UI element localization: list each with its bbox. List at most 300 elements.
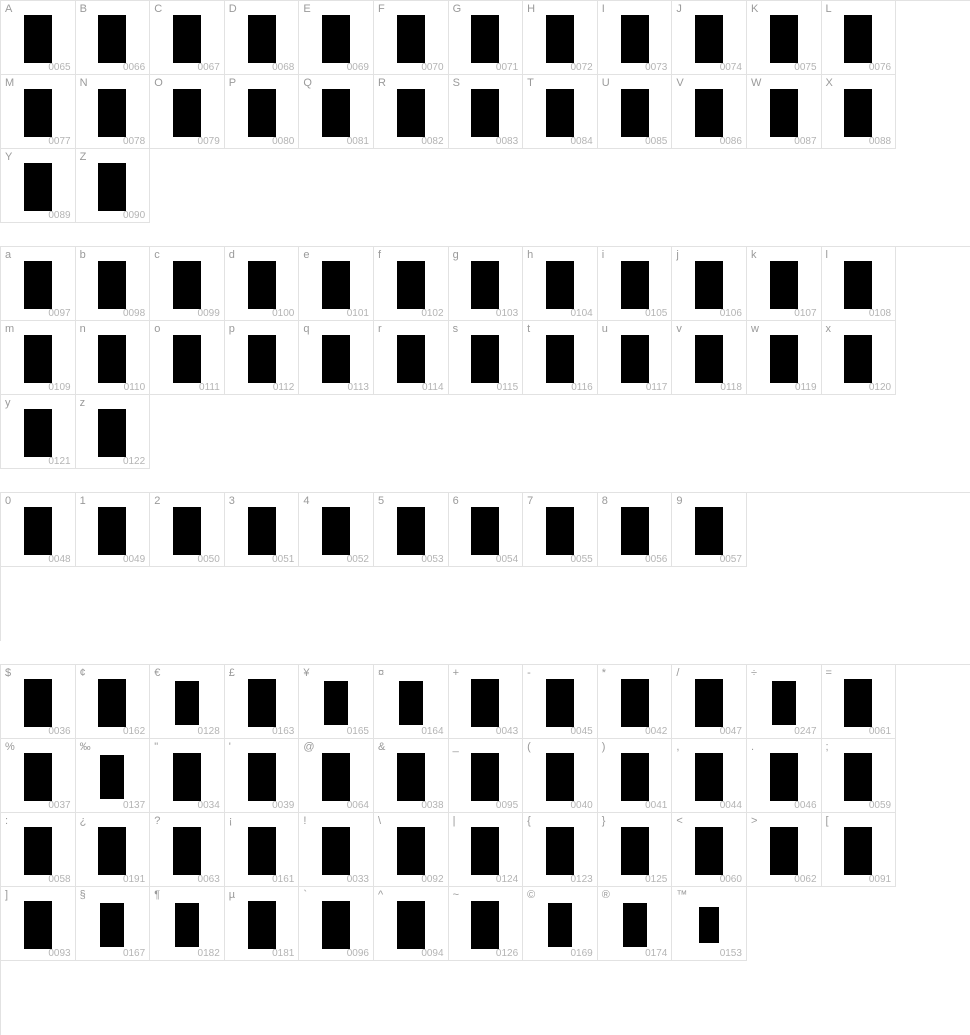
glyph-cell[interactable] bbox=[598, 493, 673, 567]
glyph-char-label: 9 bbox=[676, 495, 683, 507]
glyph-char-label: µ bbox=[228, 889, 236, 901]
glyph-char-label: ™ bbox=[676, 889, 688, 901]
glyph-image bbox=[1, 15, 75, 62]
glyph-cell[interactable] bbox=[299, 247, 374, 321]
glyph-code-label: 0071 bbox=[495, 62, 519, 73]
glyph-image bbox=[76, 261, 150, 308]
glyph-char-label: 7 bbox=[527, 495, 534, 507]
glyph-code-label: 0039 bbox=[272, 800, 295, 811]
glyph-cell[interactable] bbox=[374, 493, 449, 567]
glyph-code-label: 0062 bbox=[794, 874, 817, 885]
glyph-code-label: 0084 bbox=[570, 136, 593, 147]
glyph-cell[interactable] bbox=[672, 1, 747, 75]
glyph-code-label: 0072 bbox=[570, 62, 593, 73]
glyph-image bbox=[299, 901, 373, 948]
glyph-cell[interactable] bbox=[747, 665, 822, 739]
glyph-cell[interactable] bbox=[150, 813, 225, 887]
glyph-image bbox=[374, 507, 448, 554]
glyph-image bbox=[598, 89, 672, 136]
glyph-char-label: d bbox=[228, 249, 235, 261]
glyph-code-label: 0042 bbox=[645, 726, 668, 737]
glyph-char-label: ] bbox=[5, 889, 9, 901]
glyph-char-label: O bbox=[154, 77, 163, 89]
glyph-cell[interactable] bbox=[299, 1, 374, 75]
glyph-code-label: 0114 bbox=[422, 382, 444, 393]
glyph-char-label: M bbox=[5, 77, 15, 89]
glyph-image bbox=[449, 335, 523, 382]
glyph-cell[interactable] bbox=[76, 813, 151, 887]
glyph-image bbox=[1, 261, 75, 308]
glyph-image bbox=[374, 335, 448, 382]
glyph-char-label: > bbox=[750, 815, 758, 827]
glyph-code-label: 0103 bbox=[495, 308, 519, 319]
glyph-cell[interactable] bbox=[598, 887, 673, 961]
glyph-char-label: } bbox=[601, 815, 606, 827]
glyph-block-symbols bbox=[0, 664, 970, 1035]
glyph-cell[interactable] bbox=[523, 665, 598, 739]
glyph-code-label: 0120 bbox=[868, 382, 892, 393]
glyph-code-label: 0086 bbox=[719, 136, 742, 147]
glyph-char-label: ¢ bbox=[79, 667, 86, 679]
glyph-cell[interactable] bbox=[449, 813, 524, 887]
glyph-cell[interactable] bbox=[822, 321, 897, 395]
glyph-cell[interactable] bbox=[822, 739, 897, 813]
glyph-cell[interactable] bbox=[449, 247, 524, 321]
block-separator bbox=[0, 223, 970, 246]
glyph-char-label: 4 bbox=[303, 495, 310, 507]
glyph-code-label: 0058 bbox=[48, 874, 71, 885]
glyph-image bbox=[225, 507, 299, 554]
glyph-char-label: ¶ bbox=[154, 889, 161, 901]
glyph-cell[interactable] bbox=[672, 813, 747, 887]
glyph-image bbox=[822, 89, 896, 136]
glyph-image bbox=[598, 15, 672, 62]
glyph-cell[interactable] bbox=[822, 1, 897, 75]
glyph-image bbox=[76, 901, 150, 948]
glyph-cell[interactable] bbox=[672, 739, 747, 813]
glyph-image bbox=[672, 753, 746, 800]
glyph-cell[interactable] bbox=[822, 813, 897, 887]
glyph-cell[interactable] bbox=[523, 813, 598, 887]
glyph-code-label: 0052 bbox=[346, 554, 369, 565]
glyph-image bbox=[150, 15, 224, 62]
glyph-cell[interactable] bbox=[747, 247, 822, 321]
glyph-image bbox=[822, 827, 896, 874]
glyph-cell[interactable] bbox=[523, 321, 598, 395]
glyph-code-label: 0099 bbox=[197, 308, 220, 319]
glyph-char-label: ! bbox=[303, 815, 307, 827]
glyph-code-label: 0106 bbox=[719, 308, 742, 319]
glyph-image bbox=[76, 753, 150, 800]
glyph-cell[interactable] bbox=[822, 665, 897, 739]
glyph-cell[interactable] bbox=[523, 493, 598, 567]
glyph-image bbox=[76, 163, 150, 210]
glyph-char-label: 8 bbox=[601, 495, 608, 507]
glyph-code-label: 0050 bbox=[197, 554, 220, 565]
glyph-code-label: 0055 bbox=[570, 554, 593, 565]
glyph-image bbox=[672, 679, 746, 726]
glyph-cell[interactable] bbox=[299, 665, 374, 739]
glyph-cell[interactable] bbox=[672, 665, 747, 739]
glyph-cell[interactable] bbox=[598, 739, 673, 813]
glyph-cell[interactable] bbox=[598, 247, 673, 321]
glyph-cell[interactable] bbox=[374, 1, 449, 75]
empty-cell bbox=[747, 493, 822, 567]
glyph-cell[interactable] bbox=[1, 665, 76, 739]
glyph-code-label: 0161 bbox=[272, 874, 295, 885]
glyph-code-label: 0092 bbox=[421, 874, 444, 885]
glyph-image bbox=[1, 335, 75, 382]
glyph-cell[interactable] bbox=[747, 1, 822, 75]
glyph-image bbox=[822, 15, 896, 62]
glyph-cell[interactable] bbox=[449, 1, 524, 75]
glyph-cell[interactable] bbox=[449, 493, 524, 567]
glyph-image bbox=[76, 89, 150, 136]
glyph-image bbox=[1, 679, 75, 726]
glyph-cell[interactable] bbox=[672, 75, 747, 149]
glyph-cell[interactable] bbox=[299, 813, 374, 887]
glyph-image bbox=[822, 753, 896, 800]
glyph-char-label: o bbox=[154, 323, 161, 335]
glyph-image bbox=[449, 901, 523, 948]
glyph-cell[interactable] bbox=[747, 813, 822, 887]
glyph-cell[interactable] bbox=[76, 75, 151, 149]
glyph-image bbox=[449, 507, 523, 554]
glyph-code-label: 0091 bbox=[868, 874, 892, 885]
glyph-code-label: 0077 bbox=[48, 136, 71, 147]
glyph-cell[interactable] bbox=[150, 321, 225, 395]
glyph-cell[interactable] bbox=[747, 321, 822, 395]
glyph-cell[interactable] bbox=[225, 493, 300, 567]
glyph-cell[interactable] bbox=[76, 665, 151, 739]
glyph-cell[interactable] bbox=[225, 887, 300, 961]
glyph-code-label: 0153 bbox=[719, 948, 742, 959]
glyph-char-label: ¡ bbox=[228, 815, 233, 827]
glyph-char-label: n bbox=[79, 323, 86, 335]
glyph-code-label: 0037 bbox=[48, 800, 71, 811]
glyph-image bbox=[76, 507, 150, 554]
glyph-code-label: 0085 bbox=[645, 136, 668, 147]
glyph-char-label: T bbox=[527, 77, 534, 89]
glyph-image bbox=[747, 89, 821, 136]
glyph-cell[interactable] bbox=[76, 149, 151, 223]
glyph-cell[interactable] bbox=[747, 75, 822, 149]
glyph-image bbox=[747, 753, 821, 800]
glyph-cell[interactable] bbox=[598, 75, 673, 149]
glyph-code-label: 0081 bbox=[346, 136, 369, 147]
glyph-image bbox=[449, 753, 523, 800]
glyph-cell[interactable] bbox=[299, 75, 374, 149]
block-separator bbox=[0, 469, 970, 492]
glyph-cell[interactable] bbox=[76, 739, 151, 813]
glyph-char-label: © bbox=[527, 889, 536, 901]
glyph-char-label: ‰ bbox=[79, 741, 91, 753]
glyph-cell[interactable] bbox=[672, 247, 747, 321]
glyph-image bbox=[299, 15, 373, 62]
glyph-image bbox=[299, 507, 373, 554]
glyph-cell[interactable] bbox=[598, 665, 673, 739]
glyph-image bbox=[299, 335, 373, 382]
glyph-char-label: a bbox=[5, 249, 12, 261]
glyph-code-label: 0041 bbox=[645, 800, 668, 811]
glyph-cell[interactable] bbox=[672, 321, 747, 395]
glyph-cell[interactable] bbox=[299, 493, 374, 567]
glyph-cell[interactable] bbox=[449, 665, 524, 739]
glyph-code-label: 0126 bbox=[495, 948, 519, 959]
glyph-char-label: R bbox=[377, 77, 386, 89]
glyph-code-label: 0051 bbox=[272, 554, 295, 565]
glyph-char-label: Z bbox=[79, 151, 87, 163]
glyph-char-label: + bbox=[452, 667, 459, 679]
glyph-cell[interactable] bbox=[299, 321, 374, 395]
glyph-cell[interactable] bbox=[225, 813, 300, 887]
glyph-cell[interactable] bbox=[1, 1, 76, 75]
glyph-cell[interactable] bbox=[225, 665, 300, 739]
glyph-image bbox=[523, 89, 597, 136]
glyph-image bbox=[822, 335, 896, 382]
glyph-image bbox=[523, 335, 597, 382]
glyph-cell[interactable] bbox=[523, 739, 598, 813]
glyph-cell[interactable] bbox=[1, 493, 76, 567]
glyph-char-label: ¥ bbox=[303, 667, 310, 679]
glyph-cell[interactable] bbox=[1, 739, 76, 813]
glyph-char-label: ` bbox=[303, 889, 308, 901]
glyph-image bbox=[449, 89, 523, 136]
glyph-code-label: 0102 bbox=[421, 308, 444, 319]
glyph-code-label: 0082 bbox=[421, 136, 444, 147]
glyph-char-label: ^ bbox=[377, 889, 384, 901]
glyph-code-label: 0033 bbox=[346, 874, 369, 885]
glyph-char-label: D bbox=[228, 3, 237, 15]
glyph-code-label: 0034 bbox=[197, 800, 220, 811]
glyph-code-label: 0101 bbox=[346, 308, 369, 319]
glyph-cell[interactable] bbox=[449, 887, 524, 961]
glyph-char-label: 2 bbox=[154, 495, 161, 507]
glyph-cell[interactable] bbox=[76, 395, 151, 469]
glyph-code-label: 0073 bbox=[645, 62, 668, 73]
empty-cell bbox=[747, 887, 822, 961]
glyph-cell[interactable] bbox=[225, 321, 300, 395]
glyph-char-label: . bbox=[750, 741, 754, 753]
glyph-cell[interactable] bbox=[1, 149, 76, 223]
glyph-cell[interactable] bbox=[672, 493, 747, 567]
glyph-image bbox=[225, 15, 299, 62]
glyph-code-label: 0093 bbox=[48, 948, 71, 959]
glyph-cell[interactable] bbox=[1, 395, 76, 469]
glyph-code-label: 0044 bbox=[719, 800, 742, 811]
glyph-cell[interactable] bbox=[150, 1, 225, 75]
glyph-cell[interactable] bbox=[1, 75, 76, 149]
glyph-char-label: K bbox=[750, 3, 759, 15]
glyph-cell[interactable] bbox=[449, 75, 524, 149]
glyph-cell[interactable] bbox=[374, 321, 449, 395]
glyph-cell[interactable] bbox=[449, 321, 524, 395]
glyph-char-label: S bbox=[452, 77, 460, 89]
glyph-cell[interactable] bbox=[225, 75, 300, 149]
glyph-char-label: ~ bbox=[452, 889, 459, 901]
glyph-cell[interactable] bbox=[299, 739, 374, 813]
glyph-image bbox=[747, 261, 821, 308]
glyph-char-label: m bbox=[5, 323, 15, 335]
glyph-cell[interactable] bbox=[299, 887, 374, 961]
glyph-image bbox=[76, 679, 150, 726]
glyph-cell[interactable] bbox=[523, 247, 598, 321]
glyph-code-label: 0116 bbox=[571, 382, 593, 393]
glyph-image bbox=[598, 679, 672, 726]
glyph-char-label: q bbox=[303, 323, 310, 335]
glyph-image bbox=[672, 507, 746, 554]
glyph-code-label: 0065 bbox=[48, 62, 71, 73]
glyph-cell[interactable] bbox=[150, 739, 225, 813]
glyph-char-label: [ bbox=[825, 815, 829, 827]
glyph-image bbox=[150, 335, 224, 382]
glyph-image bbox=[1, 163, 75, 210]
glyph-image bbox=[374, 89, 448, 136]
glyph-image bbox=[374, 15, 448, 62]
glyph-char-label: g bbox=[452, 249, 459, 261]
glyph-cell[interactable] bbox=[225, 247, 300, 321]
glyph-char-label: : bbox=[5, 815, 9, 827]
glyph-char-label: $ bbox=[5, 667, 12, 679]
glyph-image bbox=[76, 827, 150, 874]
glyph-char-label: { bbox=[527, 815, 531, 827]
glyph-cell[interactable] bbox=[374, 75, 449, 149]
glyph-image bbox=[1, 409, 75, 456]
glyph-char-label: ; bbox=[825, 741, 829, 753]
glyph-cell[interactable] bbox=[523, 75, 598, 149]
glyph-image bbox=[374, 679, 448, 726]
glyph-code-label: 0057 bbox=[719, 554, 742, 565]
glyph-cell[interactable] bbox=[374, 665, 449, 739]
glyph-block-uppercase bbox=[0, 0, 970, 223]
glyph-code-label: 0048 bbox=[48, 554, 71, 565]
glyph-code-label: 0069 bbox=[346, 62, 369, 73]
glyph-image bbox=[374, 261, 448, 308]
glyph-image bbox=[76, 409, 150, 456]
glyph-char-label: ÷ bbox=[750, 667, 757, 679]
glyph-char-label: e bbox=[303, 249, 310, 261]
glyph-code-label: 0247 bbox=[794, 726, 817, 737]
glyph-char-label: = bbox=[825, 667, 832, 679]
glyph-char-label: ? bbox=[154, 815, 161, 827]
glyph-cell[interactable] bbox=[76, 247, 151, 321]
glyph-char-label: x bbox=[825, 323, 832, 335]
glyph-image bbox=[449, 15, 523, 62]
glyph-image bbox=[672, 335, 746, 382]
glyph-cell[interactable] bbox=[150, 75, 225, 149]
glyph-char-label: _ bbox=[452, 741, 459, 753]
glyph-cell[interactable] bbox=[76, 321, 151, 395]
glyph-cell[interactable] bbox=[598, 321, 673, 395]
glyph-cell[interactable] bbox=[76, 493, 151, 567]
glyph-code-label: 0056 bbox=[645, 554, 668, 565]
glyph-image bbox=[747, 15, 821, 62]
glyph-image bbox=[150, 261, 224, 308]
glyph-cell[interactable] bbox=[449, 739, 524, 813]
glyph-image bbox=[523, 507, 597, 554]
glyph-image bbox=[598, 753, 672, 800]
glyph-cell[interactable] bbox=[225, 1, 300, 75]
glyph-cell[interactable] bbox=[1, 247, 76, 321]
glyph-cell[interactable] bbox=[374, 739, 449, 813]
glyph-image bbox=[150, 827, 224, 874]
glyph-code-label: 0104 bbox=[570, 308, 593, 319]
glyph-cell[interactable] bbox=[374, 813, 449, 887]
glyph-code-label: 0064 bbox=[346, 800, 369, 811]
glyph-cell[interactable] bbox=[225, 739, 300, 813]
glyph-cell[interactable] bbox=[76, 1, 151, 75]
glyph-char-label: - bbox=[527, 667, 531, 679]
glyph-char-label: 0 bbox=[5, 495, 12, 507]
glyph-char-label: 1 bbox=[79, 495, 86, 507]
glyph-char-label: Q bbox=[303, 77, 312, 89]
glyph-cell[interactable] bbox=[598, 1, 673, 75]
glyph-image bbox=[523, 15, 597, 62]
glyph-cell[interactable] bbox=[374, 247, 449, 321]
glyph-code-label: 0061 bbox=[868, 726, 892, 737]
glyph-image bbox=[299, 827, 373, 874]
glyph-code-label: 0181 bbox=[272, 948, 295, 959]
glyph-code-label: 0123 bbox=[570, 874, 593, 885]
glyph-image bbox=[150, 679, 224, 726]
glyph-cell[interactable] bbox=[822, 75, 897, 149]
glyph-char-label: 5 bbox=[377, 495, 385, 507]
glyph-code-label: 0110 bbox=[123, 382, 146, 393]
glyph-image bbox=[523, 261, 597, 308]
glyph-cell[interactable] bbox=[150, 887, 225, 961]
glyph-block-digits bbox=[0, 492, 970, 641]
glyph-code-label: 0191 bbox=[122, 874, 146, 885]
glyph-code-label: 0111 bbox=[199, 382, 220, 393]
glyph-cell[interactable] bbox=[76, 887, 151, 961]
glyph-code-label: 0162 bbox=[122, 726, 146, 737]
glyph-image bbox=[374, 827, 448, 874]
empty-cell bbox=[1, 961, 76, 1035]
glyph-char-label: V bbox=[676, 77, 684, 89]
glyph-image bbox=[598, 335, 672, 382]
glyph-cell[interactable] bbox=[672, 887, 747, 961]
glyph-cell[interactable] bbox=[523, 1, 598, 75]
glyph-code-label: 0066 bbox=[122, 62, 146, 73]
glyph-cell[interactable] bbox=[523, 887, 598, 961]
glyph-image bbox=[1, 901, 75, 948]
glyph-cell[interactable] bbox=[150, 247, 225, 321]
glyph-image bbox=[598, 901, 672, 948]
glyph-cell[interactable] bbox=[150, 493, 225, 567]
glyph-code-label: 0053 bbox=[421, 554, 444, 565]
glyph-image bbox=[150, 753, 224, 800]
glyph-char-label: u bbox=[601, 323, 608, 335]
glyph-code-label: 0079 bbox=[197, 136, 220, 147]
glyph-char-label: § bbox=[79, 889, 86, 901]
glyph-image bbox=[299, 679, 373, 726]
glyph-image bbox=[1, 753, 75, 800]
glyph-char-label: < bbox=[676, 815, 683, 827]
glyph-code-label: 0105 bbox=[645, 308, 668, 319]
glyph-cell[interactable] bbox=[1, 813, 76, 887]
glyph-code-label: 0098 bbox=[122, 308, 146, 319]
glyph-cell[interactable] bbox=[822, 247, 897, 321]
glyph-char-label: , bbox=[676, 741, 680, 753]
glyph-cell[interactable] bbox=[598, 813, 673, 887]
glyph-cell[interactable] bbox=[150, 665, 225, 739]
glyph-code-label: 0121 bbox=[48, 456, 71, 467]
glyph-cell[interactable] bbox=[1, 321, 76, 395]
glyph-cell[interactable] bbox=[374, 887, 449, 961]
glyph-cell[interactable] bbox=[1, 887, 76, 961]
glyph-code-label: 0054 bbox=[495, 554, 519, 565]
glyph-cell[interactable] bbox=[747, 739, 822, 813]
